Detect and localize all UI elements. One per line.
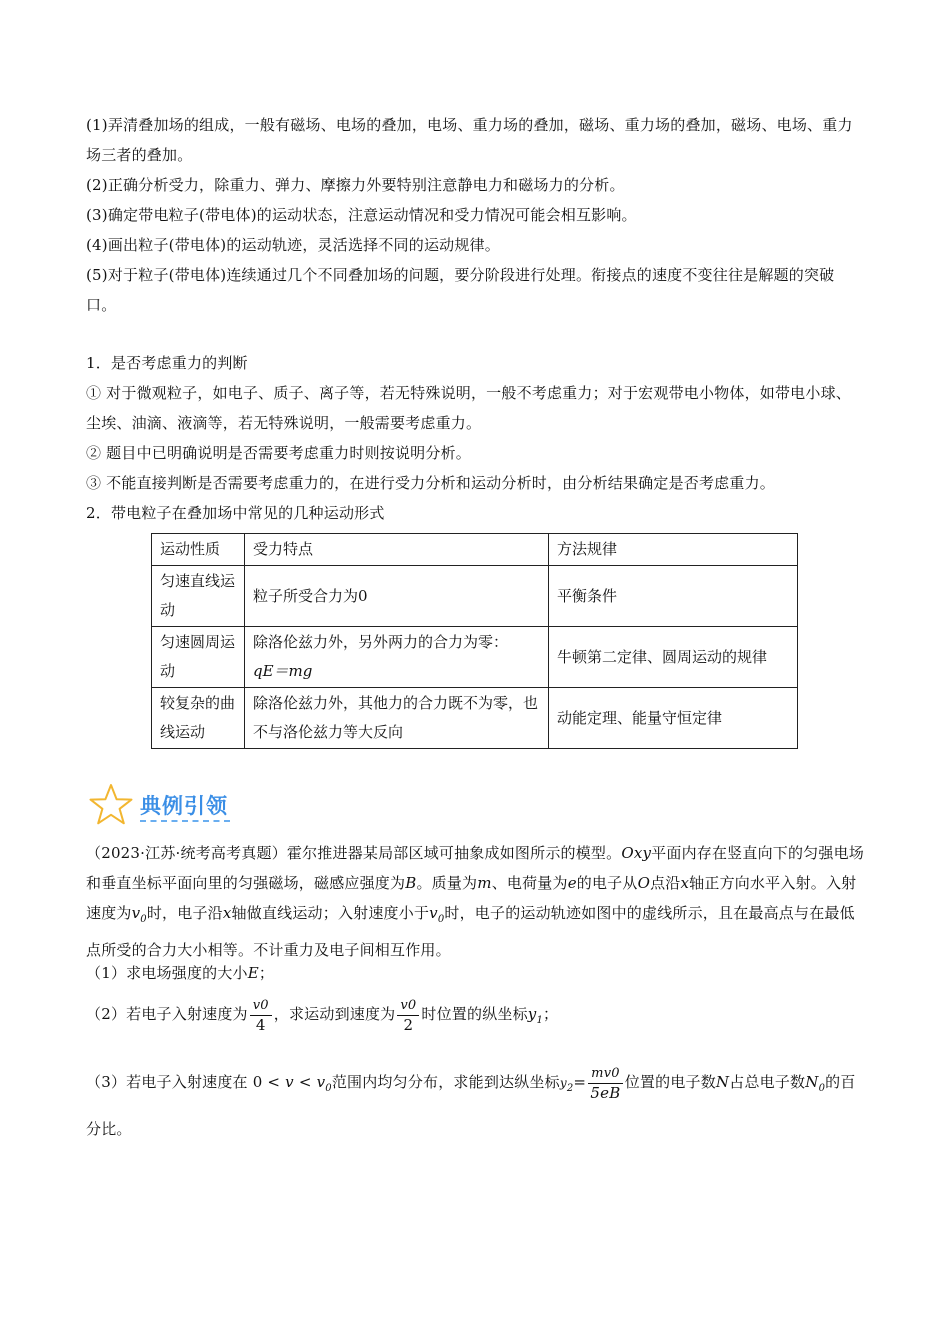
stem-text: 的电子从 (576, 874, 638, 892)
table-header-cell: 受力特点 (245, 534, 549, 566)
subscript: 0 (325, 1083, 332, 1094)
table-cell: 较复杂的曲线运动 (152, 688, 245, 749)
table-header-cell: 运动性质 (152, 534, 245, 566)
gravity-item-2: ② 题目中已明确说明是否需要考虑重力时则按说明分析。 (86, 444, 471, 462)
table-row (152, 688, 798, 749)
table-cell: 动能定理、能量守恒定律 (549, 688, 798, 749)
intro-item-5: (5)对于粒子(带电体)连续通过几个不同叠加场的问题，要分阶段进行处理。衔接点的速度不变往往是解题的突破口。 (86, 266, 835, 314)
subscript: 0 (140, 914, 147, 925)
stem-text: 。质量为 (416, 874, 478, 892)
stem-text: 轴正方向水平入射。入射速度为 (86, 874, 857, 922)
table-cell: 粒子所受合力为0 (245, 566, 549, 627)
var-v: v (131, 904, 141, 922)
var-y: y (527, 1005, 537, 1023)
subscript: 0 (818, 1083, 826, 1094)
var-y: y (559, 1076, 567, 1090)
fraction (250, 997, 272, 1034)
stem-text: 轴做直线运动；入射速度小于 (231, 904, 430, 922)
fraction (588, 1065, 623, 1102)
gravity-heading: 1．是否考虑重力的判断 (86, 354, 248, 372)
motion-heading: 2．带电粒子在叠加场中常见的几种运动形式 (86, 504, 385, 522)
q2-text: （2）若电子入射速度为 (86, 1005, 248, 1023)
formula-qe-mg: qE＝mg (253, 662, 313, 680)
subscript: 2 (566, 1083, 574, 1094)
table-cell: 匀速圆周运动 (152, 627, 245, 688)
var-v: v (285, 1073, 294, 1091)
q3-text: 位置的电子数 (624, 1073, 716, 1091)
intro-item-2: (2)正确分析受力，除重力、弹力、摩擦力外要特别注意静电力和磁场力的分析。 (86, 176, 625, 194)
q1-text: （1）求电场强度的大小 (86, 964, 248, 982)
star-icon (88, 782, 134, 828)
q3-text: 范围内均匀分布，求能到达纵坐标 (331, 1073, 560, 1091)
var-o: O (637, 874, 651, 892)
table-header-cell: 方法规律 (549, 534, 798, 566)
var-e: e (567, 874, 577, 892)
var-oxy: Oxy (621, 844, 652, 862)
example-stem (86, 838, 864, 965)
fraction-numerator: mv0 (591, 1065, 620, 1081)
q1-text: ； (258, 964, 275, 982)
table-header-row (152, 534, 798, 566)
example-header (88, 782, 288, 830)
fraction-numerator: v0 (252, 997, 269, 1013)
table-cell: 牛顿第二定律、圆周运动的规律 (549, 627, 798, 688)
fraction-denominator: 4 (255, 1015, 266, 1034)
stem-text: 点沿 (650, 874, 681, 892)
stem-text: 平面内存在竖直向下的匀强电场和垂直坐标平面向里的匀强磁场，磁感应强度为 (86, 844, 864, 892)
stem-text: 、电荷量为 (491, 874, 568, 892)
q3-text: 的百分比。 (86, 1073, 856, 1138)
stem-text: 时，电子沿 (146, 904, 223, 922)
var-b: B (405, 874, 417, 892)
q2-text: ； (543, 1005, 559, 1023)
q2-text: 时位置的纵坐标 (421, 1005, 528, 1023)
question-3 (86, 1062, 864, 1149)
table-row (152, 627, 798, 688)
table-row (152, 566, 798, 627)
table-cell: 除洛伦兹力外，其他力的合力既不为零，也不与洛伦兹力等大反向 (245, 688, 549, 749)
fraction (397, 997, 419, 1034)
title-underline (140, 820, 230, 822)
question-1 (86, 958, 864, 988)
table-cell-text: 除洛伦兹力外，另外两力的合力为零： (253, 633, 509, 651)
intro-item-4: (4)画出粒子(带电体)的运动轨迹，灵活选择不同的运动规律。 (86, 236, 500, 254)
var-m: m (477, 874, 492, 892)
stem-text: （2023·江苏·统考高考真题）霍尔推进器某局部区域可抽象成如图所示的模型。 (86, 844, 622, 862)
table-cell (245, 627, 549, 688)
fraction-denominator: 5eB (590, 1083, 621, 1102)
fraction-denominator: 2 (403, 1015, 414, 1034)
gravity-item-1: ① 对于微观粒子，如电子、质子、离子等，若无特殊说明，一般不考虑重力；对于宏观带电小物体，如带电小球、尘埃、油滴、液滴等，若无特殊说明，一般需要考虑重力。 (86, 384, 851, 432)
var-x: x (680, 874, 690, 892)
var-n: N (715, 1073, 730, 1091)
motion-table (151, 533, 798, 749)
q3-text: < (293, 1073, 317, 1091)
equals-sign: = (573, 1073, 587, 1091)
table-cell: 匀速直线运动 (152, 566, 245, 627)
fraction-numerator: v0 (400, 997, 417, 1013)
intro-item-1: (1)弄清叠加场的组成，一般有磁场、电场的叠加，电场、重力场的叠加，磁场、重力场的叠加，磁场、电场、重力场三者的叠加。 (86, 116, 853, 164)
intro-item-3: (3)确定带电粒子(带电体)的运动状态，注意运动情况和受力情况可能会相互影响。 (86, 206, 637, 224)
gravity-item-3: ③ 不能直接判断是否需要考虑重力的，在进行受力分析和运动分析时，由分析结果确定是否考虑重力。 (86, 474, 775, 492)
question-2 (86, 994, 864, 1041)
example-title: 典例引领 (140, 794, 228, 818)
var-x: x (222, 904, 232, 922)
var-E: E (247, 964, 259, 982)
q2-text: ，求运动到速度为 (273, 1005, 396, 1023)
var-n: N (805, 1073, 819, 1091)
table-cell: 平衡条件 (549, 566, 798, 627)
var-v: v (429, 904, 438, 922)
subscript: 0 (437, 914, 445, 925)
subscript: 1 (536, 1015, 544, 1026)
q3-text: 占总电子数 (729, 1073, 806, 1091)
stem-text: 时，电子的运动轨迹如图中的虚线所示，且在最高点与在最低点所受的合力大小相等。不计重力及电子间相互作用。 (86, 904, 855, 959)
var-v: v (316, 1073, 326, 1091)
q3-text: （3）若电子入射速度在 0 < (86, 1073, 286, 1091)
